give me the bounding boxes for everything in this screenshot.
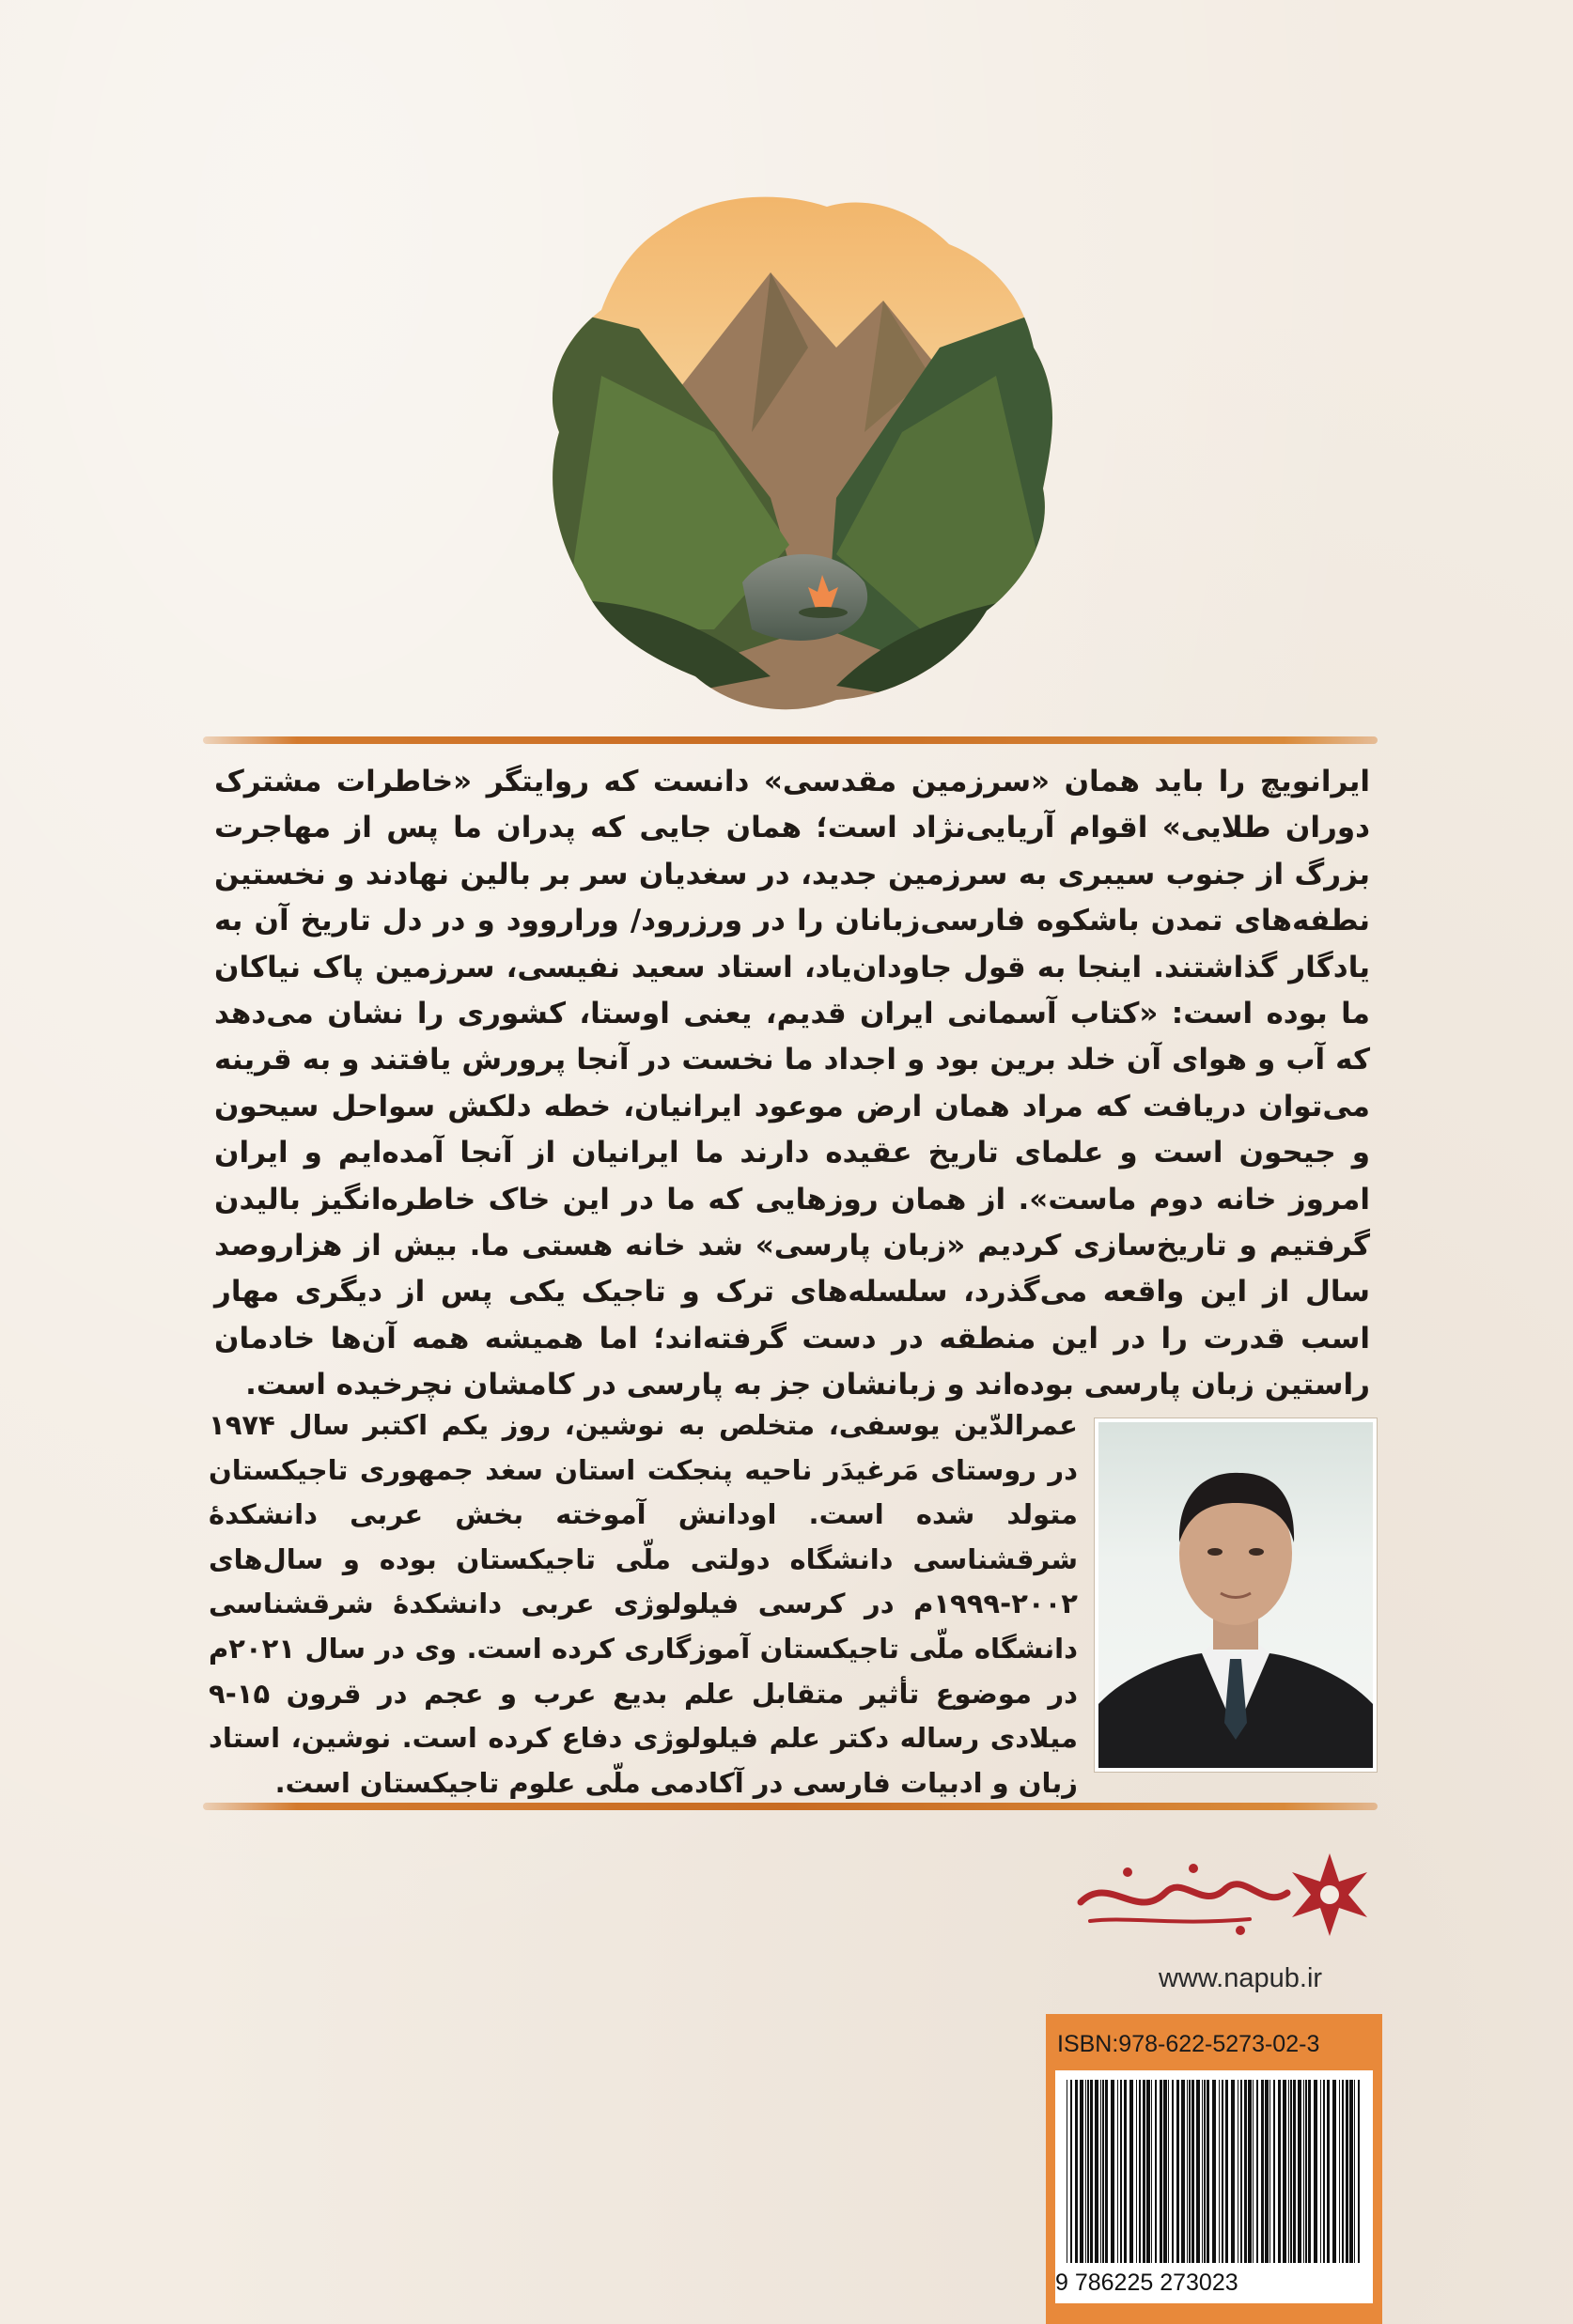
barcode-bar <box>1189 2080 1191 2263</box>
barcode-bar <box>1151 2080 1152 2263</box>
barcode-bar <box>1339 2080 1340 2263</box>
barcode-bar <box>1080 2080 1083 2263</box>
barcode-bar <box>1244 2080 1247 2263</box>
barcode-bar <box>1305 2080 1307 2263</box>
isbn-panel <box>1046 2014 1382 2324</box>
barcode-bar <box>1172 2080 1174 2263</box>
barcode-bar <box>1269 2080 1270 2263</box>
publisher-website: www.napub.ir <box>1158 1963 1323 1993</box>
barcode-digits: 9 786225 273023 <box>1055 2270 1238 2296</box>
barcode-bar <box>1111 2080 1114 2263</box>
barcode-bar <box>1358 2080 1360 2263</box>
barcode-bar <box>1303 2080 1304 2263</box>
barcode-bar <box>1219 2080 1220 2263</box>
barcode-bar <box>1288 2080 1289 2263</box>
publisher-logo <box>1062 1836 1381 1959</box>
barcode-bar <box>1176 2080 1179 2263</box>
barcode-bar <box>1087 2080 1089 2263</box>
barcode-bar <box>1090 2080 1093 2263</box>
barcode-bar <box>1155 2080 1157 2263</box>
barcode-bar <box>1204 2080 1206 2263</box>
barcode-bar <box>1248 2080 1252 2263</box>
barcode-bar <box>1256 2080 1258 2263</box>
barcode-bar <box>1070 2080 1072 2263</box>
barcode-bar <box>1212 2080 1216 2263</box>
author-photo <box>1095 1418 1377 1772</box>
barcode-bar <box>1298 2080 1301 2263</box>
barcode-bar <box>1231 2080 1235 2263</box>
barcode-bar <box>1129 2080 1133 2263</box>
barcode-bar <box>1278 2080 1281 2263</box>
barcode-bar <box>1261 2080 1264 2263</box>
barcode-bar <box>1320 2080 1321 2263</box>
barcode-bar <box>1100 2080 1101 2263</box>
barcode-bar <box>1346 2080 1348 2263</box>
barcode-bar <box>1095 2080 1098 2263</box>
barcode-bar <box>1117 2080 1118 2263</box>
barcode-bar <box>1323 2080 1325 2263</box>
author-bio: عمرالدّین یوسفی، متخلص به نوشین، روز یکم اکتبر سال ۱۹۷۴ در روستای مَرغیدَر ناحیه پنجکت استان سغد جمهوری تاجیکستان متولد شده است. اودانش آموخته بخش عربی دانشکدهٔ شرقشناسی دانشگاه دولتی ملّی تاجیکستان بوده و سال‌های ۲۰۰۲-۱۹۹۹م در کرسی فیلولوژی عربی دانشکدهٔ شرقشناسی دانشگاه ملّی تاجیکستان آموزگاری کرده است. وی در سال ۲۰۲۱م در موضوع تأثیر متقابل علم بدیع عرب و عجم در قرون ۱۵-۹ میلادی رساله دکتر علم فیلولوژی دفاع کرده است. نوشین، استاد زبان و ادبیات فارسی در آکادمی ملّی علوم تاجیکستان است. <box>209 1409 1078 1799</box>
isbn-number: ISBN:978-622-5273-02-3 <box>1057 2031 1320 2057</box>
barcode-bar <box>1332 2080 1336 2263</box>
barcode-bar <box>1085 2080 1086 2263</box>
barcode-bar <box>1191 2080 1194 2263</box>
barcode-bar <box>1160 2080 1162 2263</box>
barcode-bar <box>1196 2080 1200 2263</box>
barcode-bar <box>1314 2080 1317 2263</box>
barcode-bar <box>1265 2080 1269 2263</box>
barcode-bar <box>1293 2080 1296 2263</box>
barcode-bar <box>1342 2080 1344 2263</box>
barcode-bar <box>1349 2080 1353 2263</box>
barcode-bar <box>1124 2080 1127 2263</box>
barcode <box>1055 2070 1373 2303</box>
barcode-bar <box>1207 2080 1209 2263</box>
barcode-bar <box>1225 2080 1228 2263</box>
barcode-bar <box>1222 2080 1223 2263</box>
barcode-bar <box>1163 2080 1167 2263</box>
barcode-bars <box>1055 2070 1373 2268</box>
barcode-bar <box>1253 2080 1254 2263</box>
barcode-bar <box>1102 2080 1104 2263</box>
intro-paragraph: ایرانویچ را باید همان «سرزمین مقدسی» دانست که روایتگر «خاطرات مشترک دوران طلایی» اقوام آریایی‌نژاد است؛ همان جایی که پدران ما پس از مهاجرت بزرگ از جنوب سیبری به سرزمین جدید، در سغدیان سر بر بالین نهادند و نخستین نطفه‌های تمدن باشکوه فارسی‌زبانان را در ورزرود/ وراروود و در دل تاریخ آن به یادگار گذاشتند. اینجا به قول جاودان‌یاد، استاد سعید نفیسی، سرزمین پاک نیاکان ما بوده است: «کتاب آسمانی ایران قدیم، یعنی اوستا، کشوری را نشان می‌دهد که آب و هوای آن خلد برین بود و اجداد ما نخست در آنجا پرورش یافتند و به قرینه می‌توان دریافت که مراد همان ارض موعود ایرانیان، خطه دلکش سواحل سیحون و جیحون است و علمای تاریخ عقیده دارند ما ایرانیان از آنجا آمده‌ایم و ایران امروز خانه دوم ماست». از همان روزهایی که ما در این خاک خاطره‌انگیز بالیدن گرفتیم و تاریخ‌سازی کردیم «زبان پارسی» شد خانه هستی ما. بیش از هزاروصد سال از این واقعه می‌گذرد، سلسله‌های ترک و تاجیک یکی پس از دیگری مهار اسب قدرت را در این منطقه در دست گرفته‌اند؛ اما همیشه همه آن‌ها خادمان راستین زبان پارسی بوده‌اند و زبانشان جز به پارسی در کامشان نچرخیده است. <box>214 765 1370 1402</box>
barcode-bar <box>1187 2080 1188 2263</box>
barcode-bar <box>1139 2080 1141 2263</box>
barcode-bar <box>1202 2080 1203 2263</box>
divider-bottom <box>203 1803 1378 1810</box>
landscape-illustration <box>526 188 1071 723</box>
barcode-bar <box>1181 2080 1185 2263</box>
barcode-bar <box>1308 2080 1311 2263</box>
barcode-bar <box>1240 2080 1242 2263</box>
barcode-bar <box>1283 2080 1286 2263</box>
barcode-bar <box>1327 2080 1330 2263</box>
barcode-bar <box>1273 2080 1275 2263</box>
divider-top <box>203 736 1378 744</box>
barcode-bar <box>1105 2080 1108 2263</box>
barcode-bar <box>1290 2080 1292 2263</box>
barcode-bar <box>1136 2080 1137 2263</box>
barcode-bar <box>1120 2080 1122 2263</box>
barcode-bar <box>1075 2080 1078 2263</box>
barcode-bar <box>1168 2080 1169 2263</box>
barcode-bar <box>1143 2080 1145 2263</box>
barcode-bar <box>1146 2080 1150 2263</box>
barcode-bar <box>1354 2080 1355 2263</box>
